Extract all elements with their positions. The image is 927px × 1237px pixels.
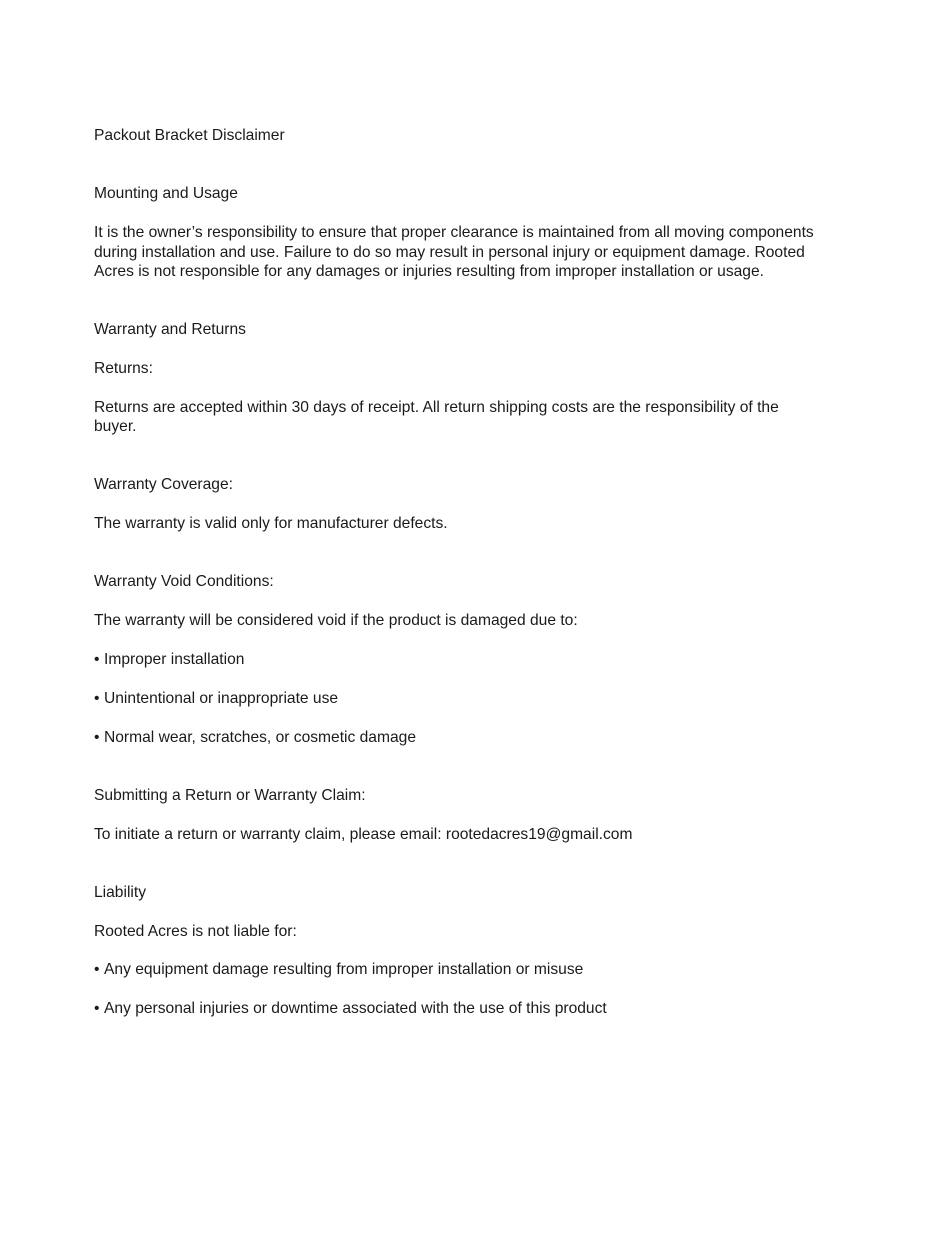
bullet-icon: •: [94, 651, 100, 669]
bullet-icon: •: [94, 1000, 100, 1018]
coverage-body: The warranty is valid only for manufacturer defects.: [94, 515, 448, 533]
void-item-label: Normal wear, scratches, or cosmetic damage: [104, 728, 416, 746]
returns-body: Returns are accepted within 30 days of receipt. All return shipping costs are the responsibility of the buyer.: [94, 398, 779, 436]
mounting-heading: Mounting and Usage: [94, 185, 238, 203]
mounting-body: It is the owner’s responsibility to ensure that proper clearance is maintained from all moving components during installation and use. Failure to do so may result in personal injury or equipment damage. Rooted Acres is not responsible for any damages or injuries resulting from improper installation or usage.: [94, 224, 814, 281]
liability-heading: Liability: [94, 883, 147, 901]
claim-label: Submitting a Return or Warranty Claim:: [94, 786, 366, 804]
liability-item-label: Any equipment damage resulting from improper installation or misuse: [104, 961, 584, 979]
void-item-label: Improper installation: [104, 651, 245, 669]
bullet-icon: •: [94, 728, 100, 746]
void-item-inappropriate-use: [94, 689, 824, 708]
void-item-label: Unintentional or inappropriate use: [104, 689, 339, 707]
liability-item-label: Any personal injuries or downtime associated with the use of this product: [104, 1000, 607, 1018]
liability-intro: Rooted Acres is not liable for:: [94, 922, 297, 940]
void-item-normal-wear: [94, 728, 824, 747]
document-page: [94, 126, 824, 1038]
coverage-label: Warranty Coverage:: [94, 476, 233, 494]
void-intro: The warranty will be considered void if the product is damaged due to:: [94, 612, 578, 630]
returns-label: Returns:: [94, 360, 153, 378]
void-label: Warranty Void Conditions:: [94, 573, 274, 591]
claim-body: To initiate a return or warranty claim, please email: rootedacres19@gmail.com: [94, 825, 633, 843]
bullet-icon: •: [94, 689, 100, 707]
document-title: Packout Bracket Disclaimer: [94, 127, 285, 144]
liability-item-equipment-damage: [94, 960, 824, 979]
liability-item-personal-injuries: [94, 999, 824, 1018]
void-item-improper-installation: [94, 650, 824, 669]
warranty-heading: Warranty and Returns: [94, 321, 246, 339]
bullet-icon: •: [94, 961, 100, 979]
